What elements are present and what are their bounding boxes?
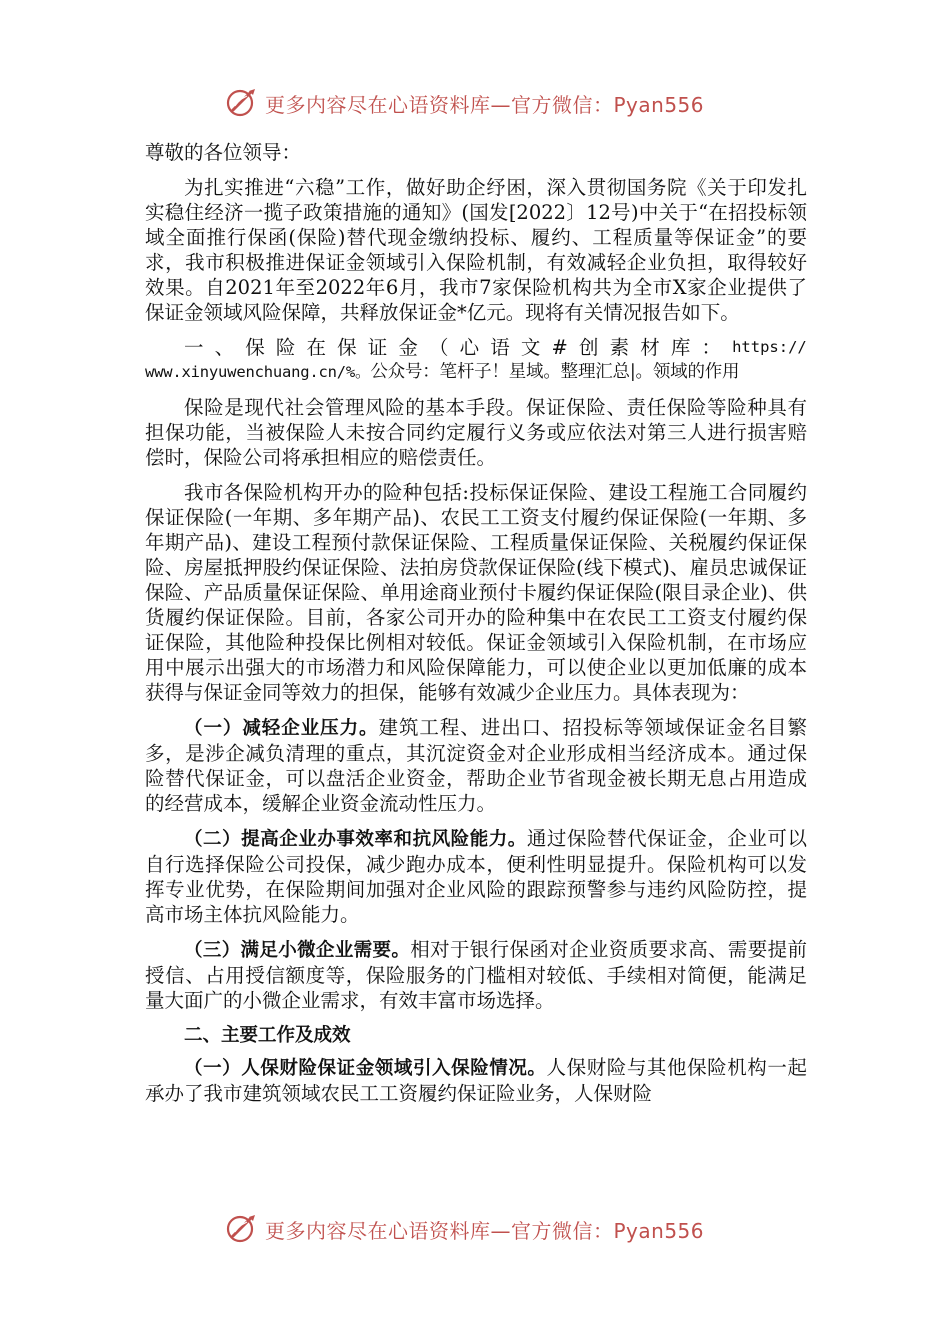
products-paragraph: 我市各保险机构开办的险种包括:投标保证保险、建设工程施工合同履约保证保险(一年期、多年期产品)、农民工工资支付履约保证保险(一年期、多年期产品)、建设工程预付款保证保险、工程质量保证保险、关税履约保证保险、房屋抵押股约保证保险、法拍房贷款保证保险(线下模式)、雇员忠诚保证保险、产品质量保证保险、单用途商业预付卡履约保证保险(限目录企业)、供货履约保证保险。目前，各家公司开办的险种集中在农民工工资支付履约保证保险，其他险种投保比例相对较低。保证金领域引入保险机制，在市场应用中展示出强大的市场潜力和风险保障能力，可以使企业以更加低廉的成本获得与保证金同等效力的担保，能够有效减少企业压力。具体表现为： [145,481,807,704]
heading-char: 语 [490,336,510,359]
heading-char: 保 [337,336,357,359]
pen-logo-icon [225,86,259,120]
point-3-paragraph [145,937,807,1013]
section-2-heading: 二、主要工作及成效 [184,1025,351,1046]
pen-logo-icon [225,1212,259,1246]
section-2-point-1-paragraph [145,1055,807,1106]
heading-char: （ [429,336,449,359]
heading-char: ： [701,336,721,359]
document-body [145,140,807,1106]
salutation: 尊敬的各位领导： [145,141,302,164]
heading-char: 文 [520,336,541,359]
point-1-lead: （一）减轻企业压力。 [184,718,379,739]
point-2-paragraph [145,826,807,927]
heading-char: 创 [578,336,599,359]
banner-main-text: 更多内容尽在心语资料库 [265,1218,491,1243]
banner-main-text: 更多内容尽在心语资料库 [265,92,491,117]
banner-wechat-label: 官方微信： [511,92,614,117]
heading-url[interactable]: www.xinyuwenchuang.cn/%。 [145,363,371,381]
point-3-lead: （三）满足小微企业需要。 [184,940,411,961]
heading-char: 、 [214,336,235,359]
banner-text [265,1215,704,1244]
heading-char: # [551,336,568,359]
banner-wechat-label: 官方微信： [511,1218,614,1243]
point-1-body: 建筑工程、进出口、招投标等领域保证金名目繁多，是涉企减负清理的重点，其沉淀资金对企业形成相当经济成本。通过保险替代保证金，可以盘活企业资金，帮助企业节省现金被长期无息占用造成的经营成本，缓解企业资金流动性压力。 [145,716,807,815]
heading-char: 保 [245,336,265,359]
point-1-paragraph [145,715,807,816]
point-2-body: 通过保险替代保证金，企业可以自行选择保险公司投保，减少跑办成本，便利性明显提升。保险机构可以发挥专业优势，在保险期间加强对企业风险的跟踪预警参与违约风险防控，提高市场主体抗风险能力。 [145,827,807,926]
heading-char: 库 [670,336,691,359]
section-2-point-1-body: 人保财险与其他保险机构一起承办了我市建筑领域农民工工资履约保证险业务，人保财险 [145,1056,807,1105]
intro-paragraph: 为扎实推进“六稳”工作，做好助企纾困，深入贯彻国务院《关于印发扎实稳住经济一揽子政策措施的通知》(国发[2022〕12号)中关于“在招投标领域全面推行保函(保险)替代现金缴纳投标、履约、工程质量等保证金”的要求，我市积极推进保证金领域引入保险机制，有效减轻企业负担，取得较好效果。自2021年至2022年6月，我市7家保险机构共为全市X家企业提供了保证金领域风险保障，共释放保证金*亿元。现将有关情况报告如下。 [145,176,807,324]
banner-wechat-id: Pyan556 [613,1218,705,1243]
heading-char: 素 [609,336,630,359]
banner-wechat-id: Pyan556 [613,92,705,117]
banner-text [265,89,704,118]
banner-dash: — [490,92,511,117]
banner-dash: — [490,1218,511,1243]
point-3-body: 相对于银行保函对企业资质要求高、需要提前授信、占用授信额度等，保险服务的门槛相对较低、手续相对简便，能满足量大面广的小微企业需求，有效丰富市场选择。 [145,938,807,1012]
section-2-point-1-lead: （一）人保财险保证金领域引入保险情况。 [184,1058,547,1079]
point-2-lead: （二）提高企业办事效率和抗风险能力。 [184,829,527,850]
heading-url-head[interactable]: https:// [732,338,807,356]
heading-rest: 公众号：笔杆子！星域。整理汇总|。领域的作用 [370,362,740,382]
heading-char: 材 [640,336,660,359]
section-1-heading-line1 [145,335,807,360]
heading-char: 金 [398,336,418,359]
role-paragraph: 保险是现代社会管理风险的基本手段。保证保险、责任保险等险种具有担保功能，当被保险人未按合同约定履行义务或应依法对第三人进行损害赔偿时，保险公司将承担相应的赔偿责任。 [145,396,807,469]
heading-char: 一 [184,336,204,359]
heading-char: 证 [367,336,388,359]
section-1-heading-line2 [145,360,807,385]
section-1-heading [145,335,807,385]
heading-char: 心 [459,336,480,359]
heading-char: 在 [306,336,327,359]
heading-char: 险 [275,336,296,359]
header-banner [225,86,745,120]
footer-banner [225,1212,745,1246]
